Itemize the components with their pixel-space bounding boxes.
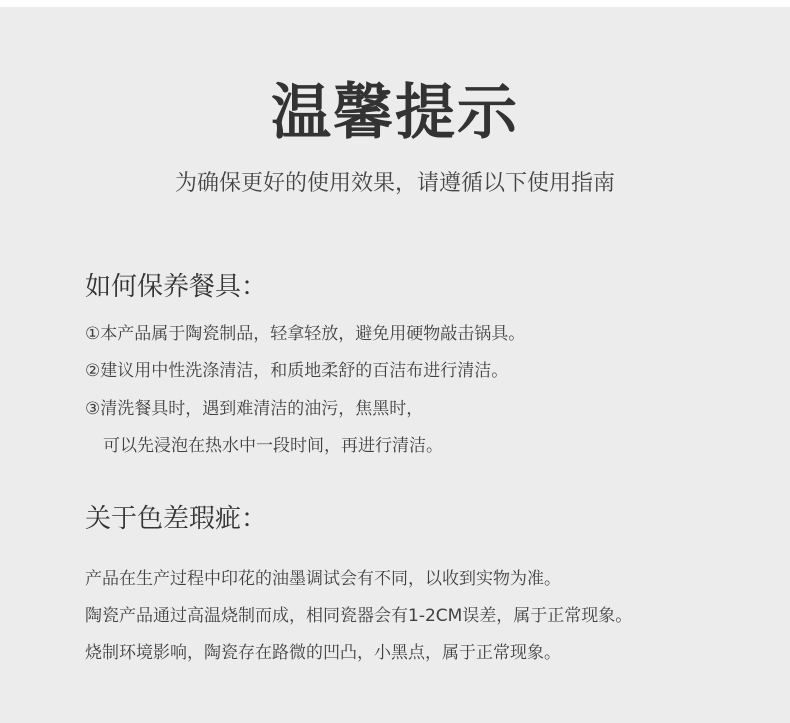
color-line-1: 产品在生产过程中印花的油墨调试会有不同，以收到实物为准。 [85, 569, 561, 589]
page-subtitle: 为确保更好的使用效果，请遵循以下使用指南 [174, 171, 615, 196]
care-line-1: ①本产品属于陶瓷制品，轻拿轻放，避免用硬物敲击锅具。 [85, 324, 526, 344]
color-line-3: 烧制环境影响，陶瓷存在路微的凹凸，小黑点，属于正常现象。 [85, 643, 561, 663]
care-line-2: ②建议用中性洗涤清洁，和质地柔舒的百洁布进行清洁。 [85, 361, 509, 381]
care-line-3: ③清洗餐具时，遇到难清洁的油污，焦黑时， [85, 399, 424, 419]
color-section-heading: 关于色差瑕疵： [85, 504, 268, 534]
care-line-4: 可以先浸泡在热水中一段时间，再进行清洁。 [103, 436, 443, 456]
notice-panel [0, 7, 790, 723]
color-line-2: 陶瓷产品通过高温烧制而成，相同瓷器会有1-2CM误差，属于正常现象。 [85, 606, 633, 626]
page-title: 温馨提示 [271, 78, 519, 148]
care-section-heading: 如何保养餐具： [85, 272, 268, 302]
